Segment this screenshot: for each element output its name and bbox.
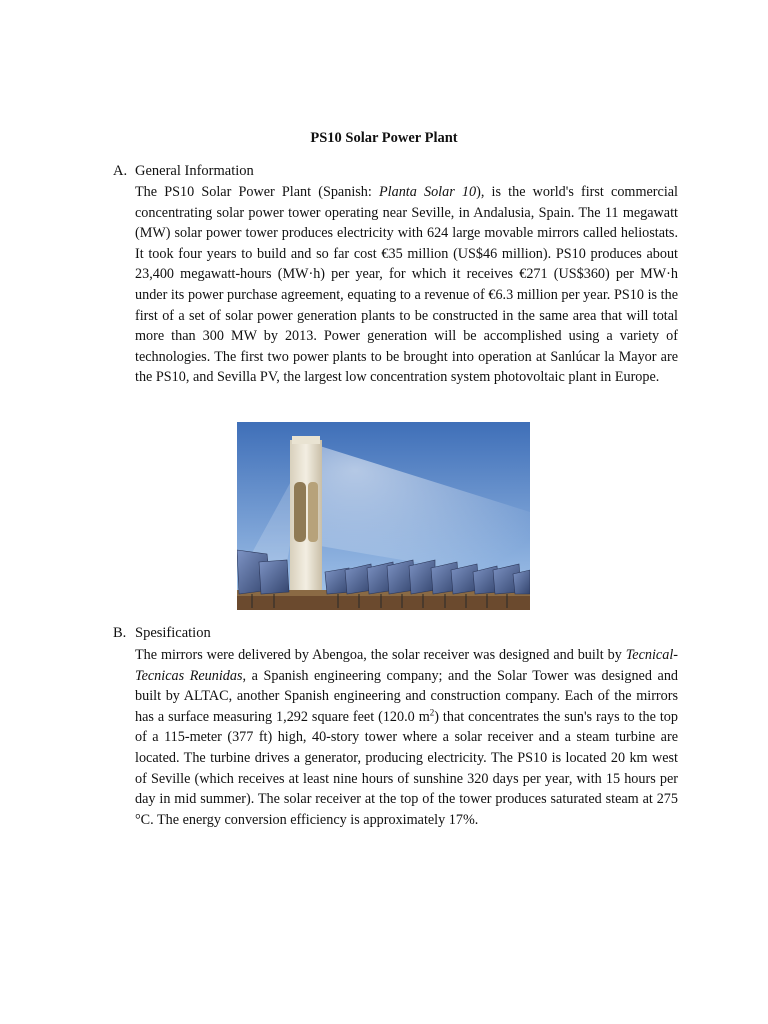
section-b-heading-text: Spesification bbox=[135, 625, 211, 641]
document-title: PS10 Solar Power Plant bbox=[310, 130, 458, 146]
para-b-text-1: The mirrors were delivered by Abengoa, the solar receiver was designed and built by bbox=[135, 647, 626, 663]
para-a-text-2: ), is the world's first commercial concentrating solar power tower operating near Seville, in Andalusia, Spain. The 11 megawatt (MW) solar power tower produces electricity with 624 large movable mirrors called heliostats. It took four years to build and so far cost €35 million (US$46 million). PS10 produces about 23,400 megawatt-hours (MW·h) per year, for which it receives €271 (US$360) per MW·h under its power purchase agreement, equating to a revenue of €6.3 million per year. PS10 is the first of a set of solar power generation plants to be constructed in the same area that will total more than 300 MW by 2013. Power generation will be accomplished using a variety of technologies. The first two power plants to be brought into operation at Sanlúcar la Mayor are the PS10, and Sevilla PV, the largest low concentration system photovoltaic plant in Europe. bbox=[135, 184, 678, 386]
tower-receiver bbox=[294, 482, 306, 542]
para-b-superscript: 2 bbox=[429, 707, 435, 718]
para-a-spanish: Spanish bbox=[322, 184, 368, 200]
section-b-paragraph bbox=[135, 645, 678, 830]
para-b-text-2: , a Spanish engineering company; and the Solar Tower was designed and built by ALTAC, another Spanish engineering and construction company. Each of the mirrors has a surface measuring 1,292 square feet (120.0 m bbox=[135, 667, 679, 725]
para-b-text-3: ) that concentrates the sun's rays to the top of a 115-meter (377 ft) high, 40-story tower where a solar receiver and a steam turbine are located. The turbine drives a generator, producing electricity. The PS10 is located 20 km west of Seville (which receives at least nine hours of sunshine 320 days per year, with 15 hours per day in mid summer). The solar receiver at the top of the tower produces saturated steam at 275 °C. The energy conversion efficiency is approximately 17%. bbox=[135, 708, 678, 828]
section-a-letter: A. bbox=[113, 163, 128, 179]
section-b-heading bbox=[113, 625, 211, 642]
section-a-heading bbox=[113, 163, 254, 180]
ground bbox=[237, 594, 530, 610]
ps10-tower-photo bbox=[237, 422, 530, 610]
section-b-letter: B. bbox=[113, 625, 127, 641]
para-a-italic-name: Planta Solar 10 bbox=[379, 184, 477, 200]
section-a-paragraph bbox=[135, 182, 678, 388]
para-a-colon: : bbox=[367, 184, 379, 200]
para-b-italic-name: Tecnical-Tecnicas Reunidas bbox=[135, 647, 678, 684]
para-a-text-1: The PS10 Solar Power Plant ( bbox=[135, 184, 323, 200]
section-a-heading-text: General Information bbox=[135, 163, 254, 179]
